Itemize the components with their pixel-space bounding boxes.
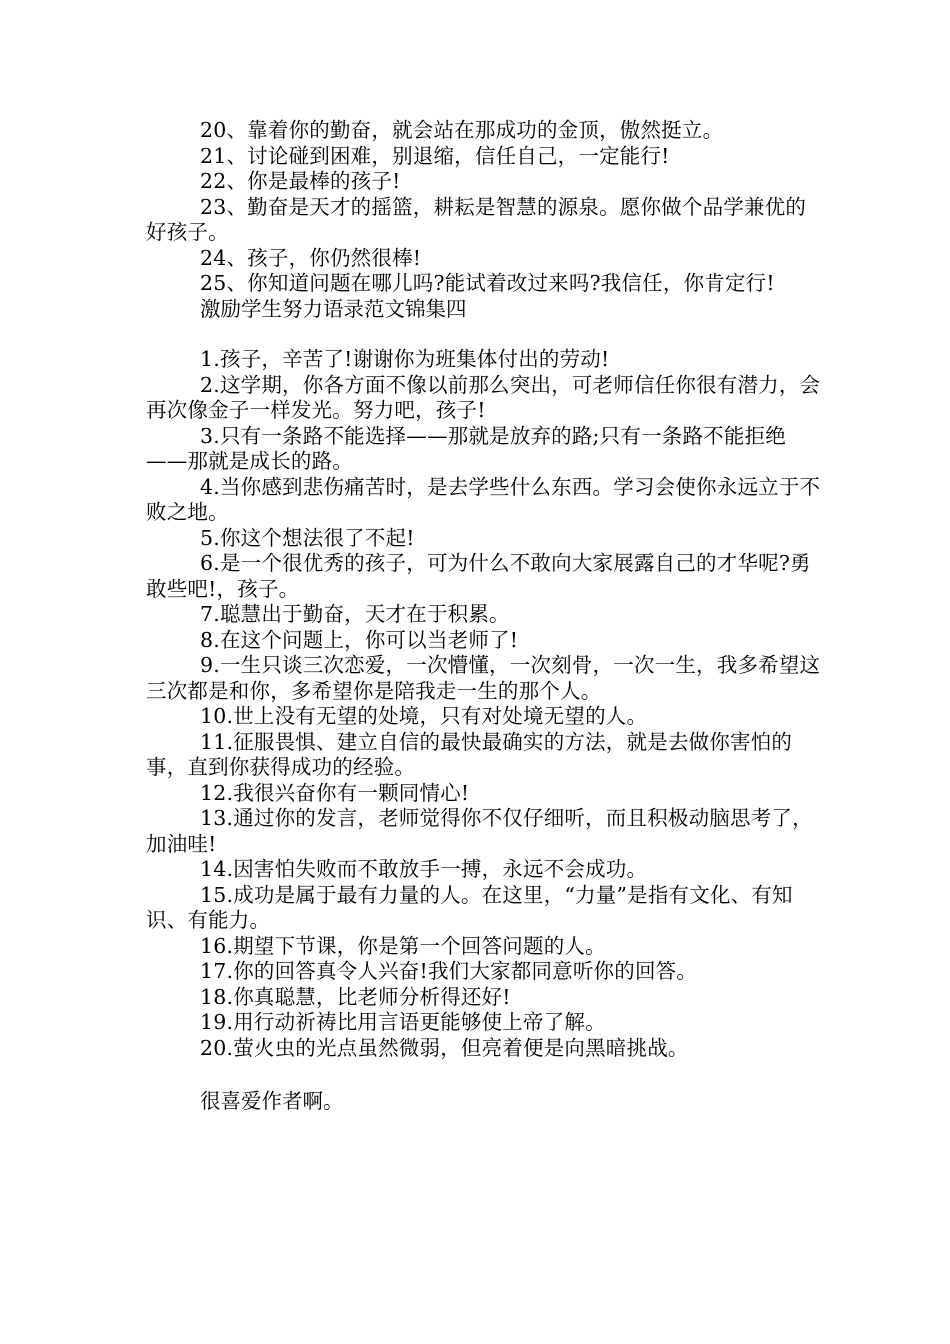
list-item: 7.聪慧出于勤奋，天才在于积累。 [200, 602, 510, 626]
list-item: 20.萤火虫的光点虽然微弱，但亮着便是向黑暗挑战。 [200, 1035, 689, 1060]
list-item: 6.是一个很优秀的孩子，可为什么不敢向大家展露自己的才华呢?勇敢些吧!，孩子。 [146, 551, 811, 601]
list-item: 20、靠着你的勤奋，就会站在那成功的金顶，傲然挺立。 [200, 118, 724, 142]
list-item: 10.世上没有无望的处境，只有对处境无望的人。 [200, 704, 648, 728]
list-item: 14.因害怕失败而不敢放手一搏，永远不会成功。 [200, 857, 648, 881]
spacer [146, 1061, 826, 1089]
list-item: 1.孩子，辛苦了!谢谢你为班集体付出的劳动! [200, 347, 610, 371]
list-item: 5.你这个想法很了不起! [200, 525, 415, 550]
list-item: 2.这学期，你各方面不像以前那么突出，可老师信任你很有潜力，会再次像金子一样发光。努力吧，孩子! [146, 372, 821, 422]
list-item: 21、讨论碰到困难，别退缩，信任自己，一定能行! [200, 143, 670, 168]
closing-line: 很喜爱作者啊。 [200, 1089, 344, 1113]
list-item: 17.你的回答真令人兴奋!我们大家都同意听你的回答。 [200, 959, 698, 983]
document-page [146, 118, 826, 1115]
list-item: 23、勤奋是天才的摇篮，耕耘是智慧的源泉。愿你做个品学兼优的好孩子。 [146, 194, 807, 244]
section-heading: 激励学生努力语录范文锦集四 [200, 296, 467, 321]
list-item: 16.期望下节课，你是第一个回答问题的人。 [200, 933, 606, 958]
list-item: 8.在这个问题上，你可以当老师了! [200, 627, 519, 652]
list-item: 12.我很兴奋你有一颗同情心! [200, 780, 470, 805]
list-item: 19.用行动祈祷比用言语更能够使上帝了解。 [200, 1010, 606, 1034]
list-item: 4.当你感到悲伤痛苦时，是去学些什么东西。学习会使你永远立于不败之地。 [146, 474, 821, 524]
list-item: 11.征服畏惧、建立自信的最快最确实的方法，就是去做你害怕的事，直到你获得成功的经验。 [146, 729, 793, 779]
spacer [146, 322, 826, 347]
list-item: 24、孩子，你仍然很棒! [200, 245, 422, 270]
list-item: 18.你真聪慧，比老师分析得还好! [200, 984, 511, 1009]
list-item: 22、你是最棒的孩子! [200, 169, 401, 193]
list-item: 3.只有一条路不能选择——那就是放弃的路;只有一条路不能拒绝——那就是成长的路。 [146, 423, 786, 473]
list-item: 13.通过你的发言，老师觉得你不仅仔细听，而且积极动脑思考了，加油哇! [146, 806, 813, 856]
list-item: 9.一生只谈三次恋爱，一次懵懂，一次刻骨，一次一生，我多希望这三次都是和你，多希望你是陪我走一生的那个人。 [146, 653, 821, 703]
list-item: 15.成功是属于最有力量的人。在这里，“力量”是指有文化、有知识、有能力。 [146, 882, 793, 932]
list-item: 25、你知道问题在哪儿吗?能试着改过来吗?我信任，你肯定行! [200, 271, 775, 295]
